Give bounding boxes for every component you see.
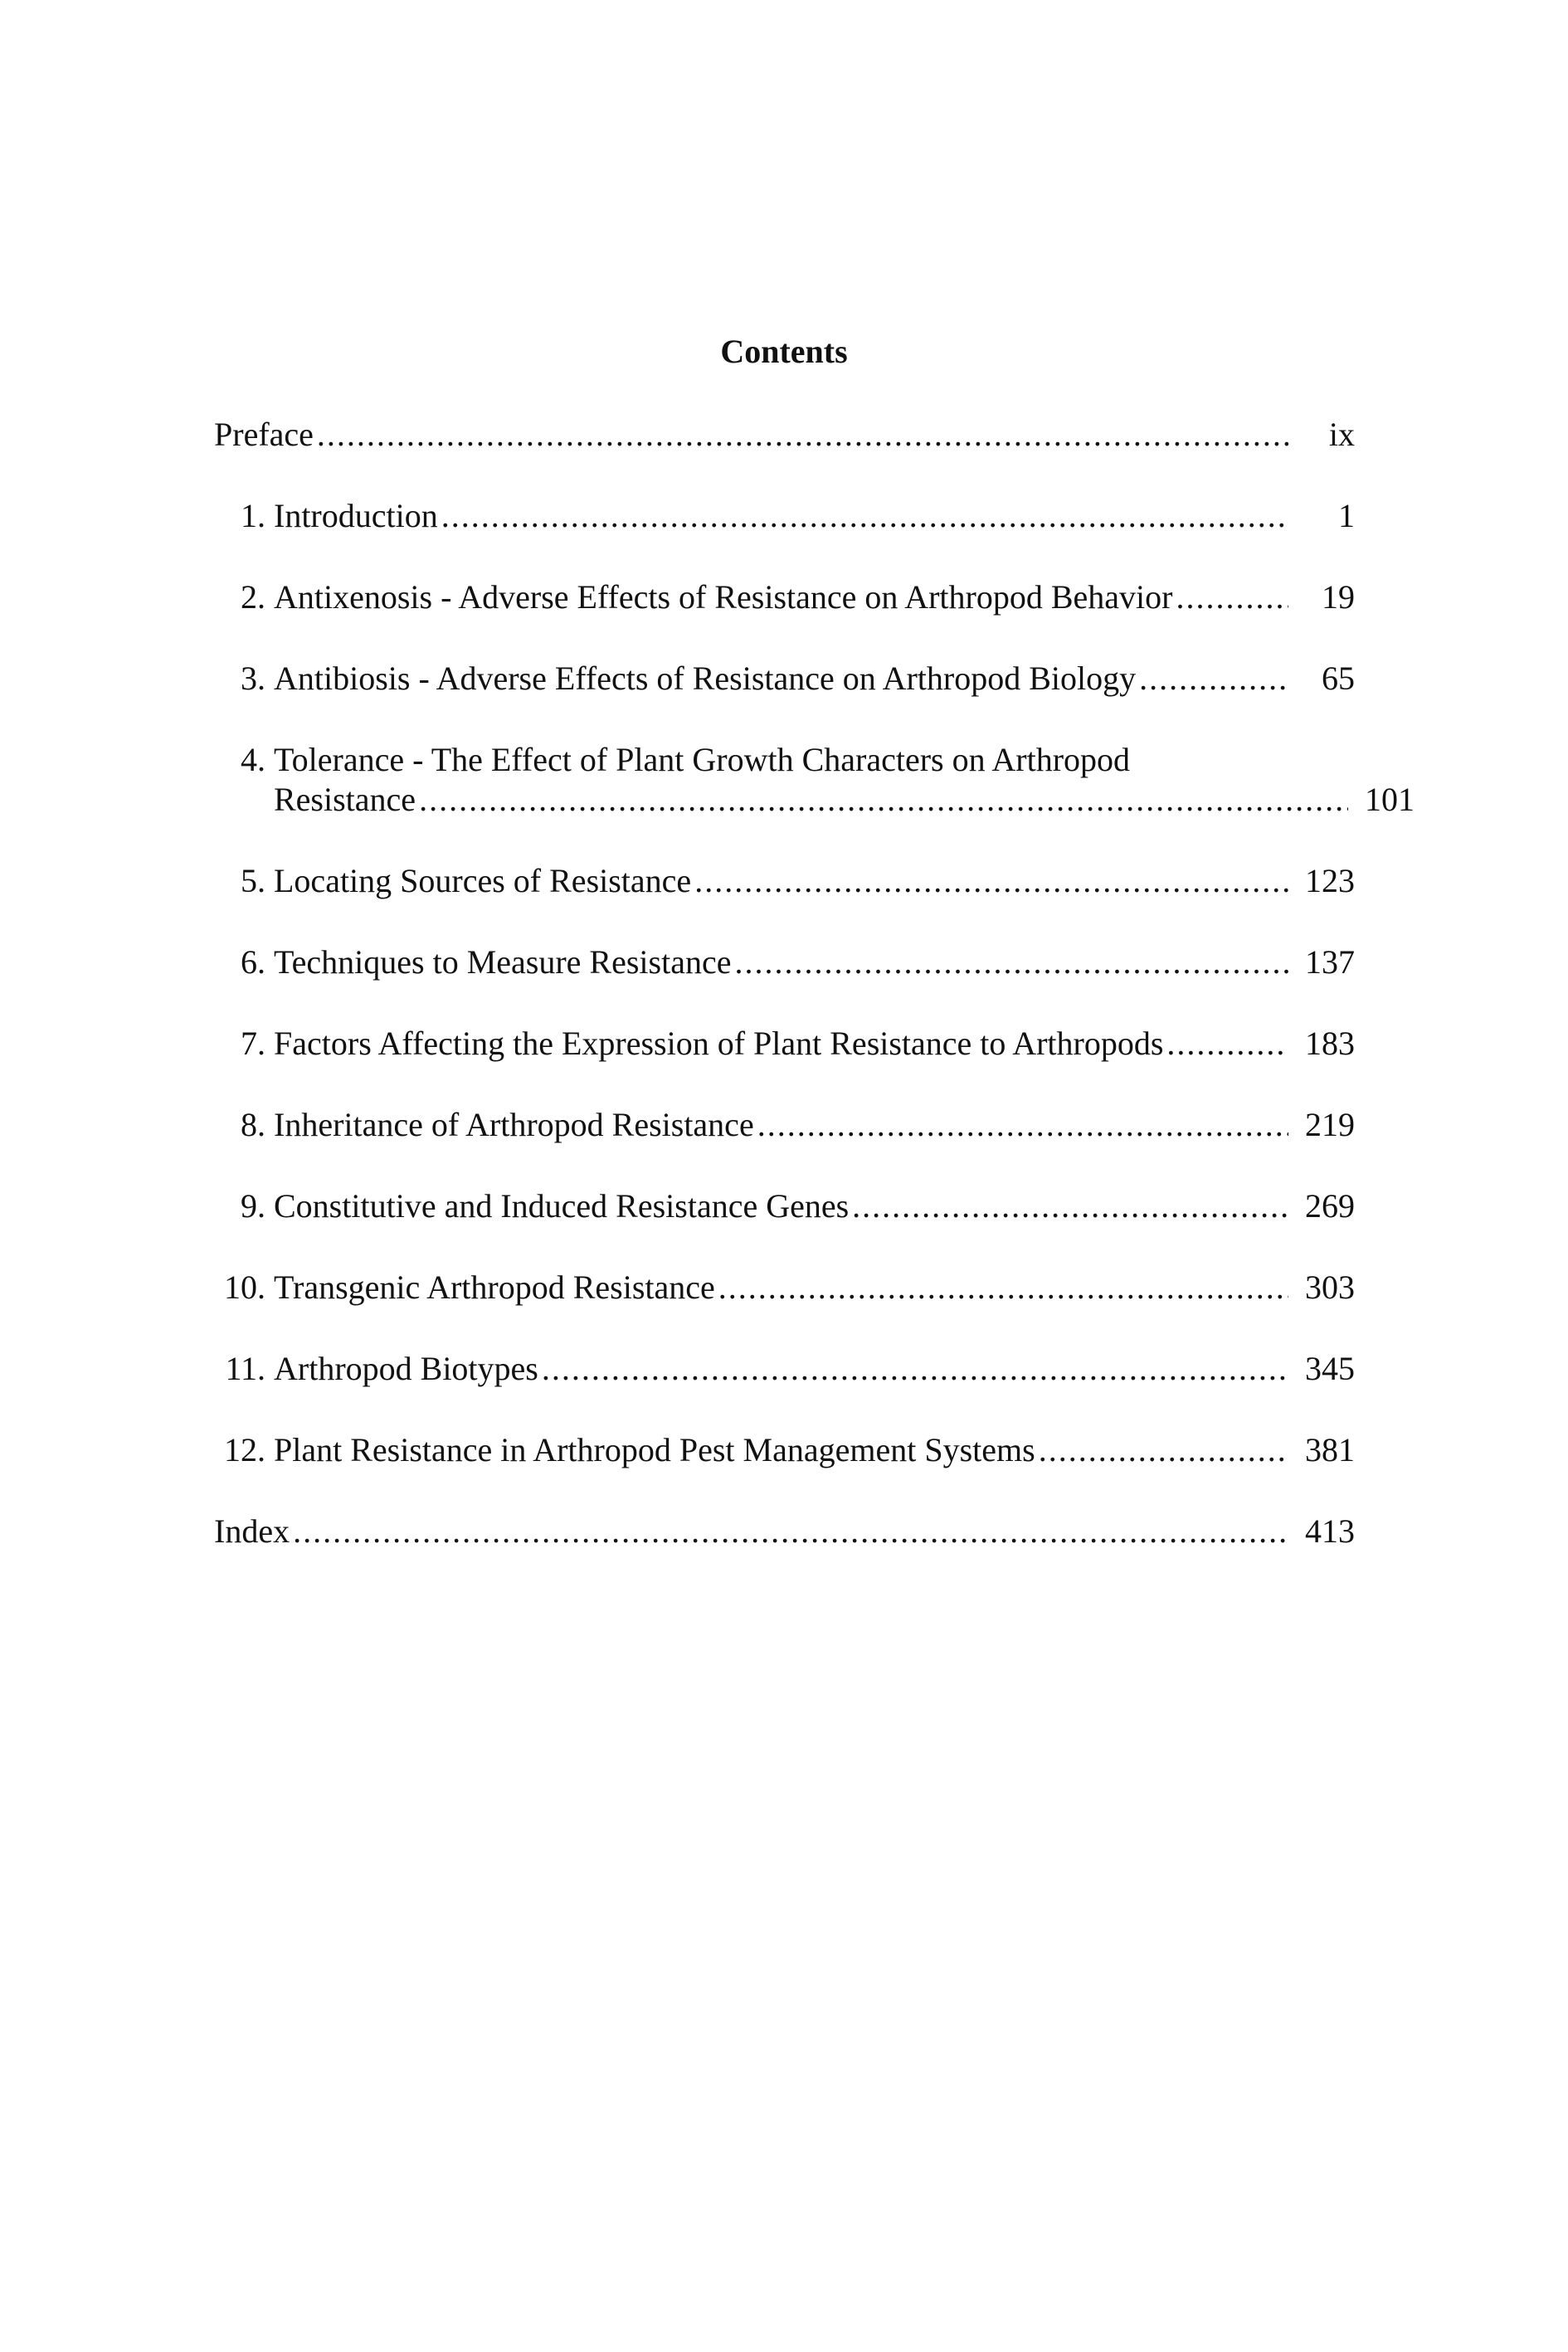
toc-entry-title-line-1: Tolerance - The Effect of Plant Growth Characters on Arthropod xyxy=(274,741,1131,778)
dot-leader xyxy=(734,942,1288,982)
dot-leader xyxy=(419,780,1348,820)
toc-entry-chapter-1[interactable] xyxy=(214,496,1355,536)
toc-entry-title: Arthropod Biotypes xyxy=(274,1350,538,1387)
toc-entry-chapter-9[interactable] xyxy=(214,1186,1355,1226)
dot-leader xyxy=(317,415,1288,455)
toc-entry-title: Constitutive and Induced Resistance Genes xyxy=(274,1187,850,1225)
toc-entry-chapter-10[interactable] xyxy=(214,1268,1355,1307)
toc-page-number: 123 xyxy=(1305,862,1355,899)
chapter-number: 5. xyxy=(241,862,265,899)
chapter-number: 4. xyxy=(241,741,265,778)
toc-page-number: 65 xyxy=(1322,660,1355,697)
toc-page-number: 183 xyxy=(1305,1025,1355,1062)
chapter-number: 10. xyxy=(224,1269,265,1306)
toc-page-number: 1 xyxy=(1338,497,1355,534)
dot-leader xyxy=(1176,577,1288,617)
toc-entry-title: Antibiosis - Adverse Effects of Resistance on Arthropod Biology xyxy=(274,660,1137,697)
toc-entry-title: Factors Affecting the Expression of Plant Resistance to Arthropods xyxy=(274,1025,1164,1062)
dot-leader xyxy=(694,861,1288,901)
toc-entry-title: Transgenic Arthropod Resistance xyxy=(274,1269,715,1306)
toc-entry-chapter-12[interactable] xyxy=(214,1430,1355,1470)
toc-entry-chapter-8[interactable] xyxy=(214,1105,1355,1145)
toc-entry-chapter-6[interactable] xyxy=(214,942,1355,982)
chapter-number: 11. xyxy=(225,1350,265,1387)
toc-entry-chapter-7[interactable] xyxy=(214,1024,1355,1064)
dot-leader xyxy=(441,496,1288,536)
toc-entry-chapter-2[interactable] xyxy=(214,577,1355,617)
toc-entry-chapter-5[interactable] xyxy=(214,861,1355,901)
toc-entry-title: Introduction xyxy=(274,497,438,534)
page-title: Contents xyxy=(720,333,848,370)
toc-page-number: ix xyxy=(1328,416,1355,453)
chapter-number: 7. xyxy=(241,1025,265,1062)
toc-entry-title: Antixenosis - Adverse Effects of Resistance on Arthropod Behavior xyxy=(274,578,1173,616)
toc-page-number: 345 xyxy=(1305,1350,1355,1387)
dot-leader xyxy=(542,1349,1288,1389)
toc-page-number: 219 xyxy=(1305,1106,1355,1143)
chapter-number: 12. xyxy=(224,1431,265,1468)
toc-entry-title: Preface xyxy=(214,416,314,453)
chapter-number: 6. xyxy=(241,943,265,981)
dot-leader xyxy=(718,1268,1288,1307)
chapter-number: 1. xyxy=(241,497,265,534)
toc-entry-index[interactable] xyxy=(214,1512,1355,1551)
toc-entry-title: Techniques to Measure Resistance xyxy=(274,943,732,981)
dot-leader xyxy=(1166,1024,1288,1064)
chapter-number: 3. xyxy=(241,660,265,697)
dot-leader xyxy=(757,1105,1288,1145)
dot-leader xyxy=(1039,1430,1288,1470)
toc-page-number: 381 xyxy=(1305,1431,1355,1468)
toc-entry-title: Plant Resistance in Arthropod Pest Management Systems xyxy=(274,1431,1035,1468)
toc-page-number: 137 xyxy=(1305,943,1355,981)
toc-entry-title: Locating Sources of Resistance xyxy=(274,862,692,899)
toc-page-number: 413 xyxy=(1305,1512,1355,1550)
toc-page-number: 101 xyxy=(1365,781,1415,818)
toc-entry-chapter-4[interactable] xyxy=(214,740,1415,820)
toc-page-number: 19 xyxy=(1322,578,1355,616)
toc-entry-title: Inheritance of Arthropod Resistance xyxy=(274,1106,754,1143)
toc-entry-title: Index xyxy=(214,1512,290,1550)
toc-entry-chapter-11[interactable] xyxy=(214,1349,1355,1389)
dot-leader xyxy=(1139,659,1288,699)
toc-entry-preface[interactable] xyxy=(214,415,1355,455)
dot-leader xyxy=(852,1186,1288,1226)
dot-leader xyxy=(293,1512,1288,1551)
toc-page-number: 269 xyxy=(1305,1187,1355,1225)
chapter-number: 2. xyxy=(241,578,265,616)
toc-entry-chapter-3[interactable] xyxy=(214,659,1355,699)
chapter-number: 8. xyxy=(241,1106,265,1143)
toc-page-number: 303 xyxy=(1305,1269,1355,1306)
toc-entry-title-line-2: Resistance xyxy=(274,781,416,818)
chapter-number: 9. xyxy=(241,1187,265,1225)
